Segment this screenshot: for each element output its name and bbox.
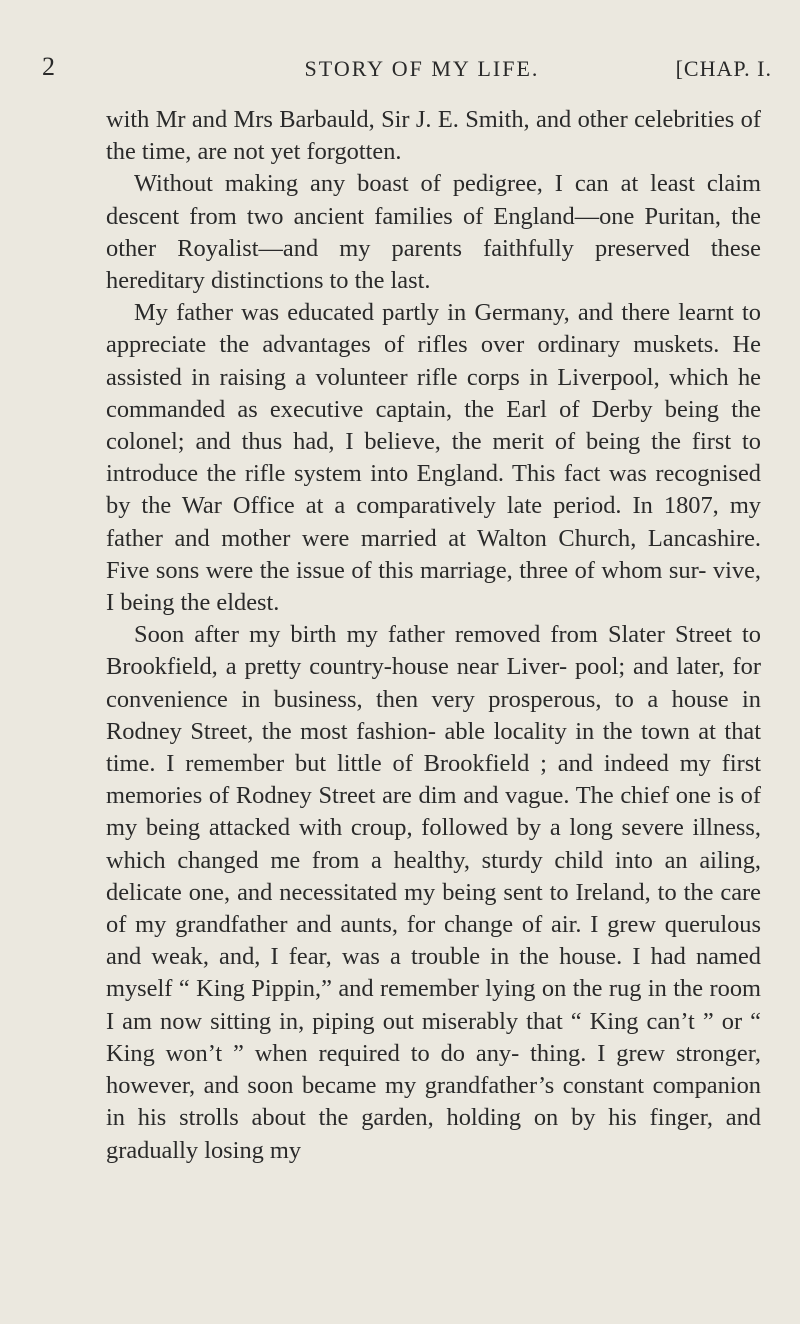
chapter-marker: [CHAP. I. — [675, 56, 772, 81]
running-title: STORY OF MY LIFE. — [304, 56, 540, 81]
paragraph-pedigree: Without making any boast of pedigree, I can at least claim descent from two ancient families of England—one Puritan, the other Royalist—and my parents faithfully preserved these hereditary distinctions to the last. — [106, 170, 761, 295]
paragraph-continued: with Mr and Mrs Barbauld, Sir J. E. Smith, and other celebrities of the time, are not yet forgotten. — [106, 106, 761, 166]
paragraph-father: My father was educated partly in Germany, and there learnt to appreciate the advantages of rifles over ordinary muskets. He assisted in raising a volunteer rifle corps in Liverpool, which he commanded as executive captain, the Earl of Derby being the colonel; and thus had, I believe, the merit of being the first to introduce the rifle system into England. This fact was recognised by the War Office at a comparatively late period. In 1807, my father and mother were married at Walton Church, Lancashire. Five sons were the issue of this marriage, three of whom sur- vive, I being the eldest. — [106, 299, 761, 617]
page-number: 2 — [42, 52, 55, 81]
body-text — [106, 104, 761, 1167]
page-header — [42, 46, 772, 86]
paragraph-childhood: Soon after my birth my father removed from Slater Street to Brookfield, a pretty country-house near Liver- pool; and later, for convenience in business, then very prosperous, to a house in Rodney Street, the most fashion- able locality in the town at that time. I remember but little of Brookfield ; and indeed my first memories of Rodney Street are dim and vague. The chief one is of my being attacked with croup, followed by a long severe illness, which changed me from a healthy, sturdy child into an ailing, delicate one, and necessitated my being sent to Ireland, to the care of my grandfather and aunts, for change of air. I grew querulous and weak, and, I fear, was a trouble in the house. I had named myself “ King Pippin,” and remember lying on the rug in the room I am now sitting in, piping out miserably that “ King can’t ” or “ King won’t ” when required to do any- thing. I grew stronger, however, and soon became my grandfather’s constant companion in his strolls about the garden, holding on by his finger, and gradually losing my — [106, 621, 761, 1164]
